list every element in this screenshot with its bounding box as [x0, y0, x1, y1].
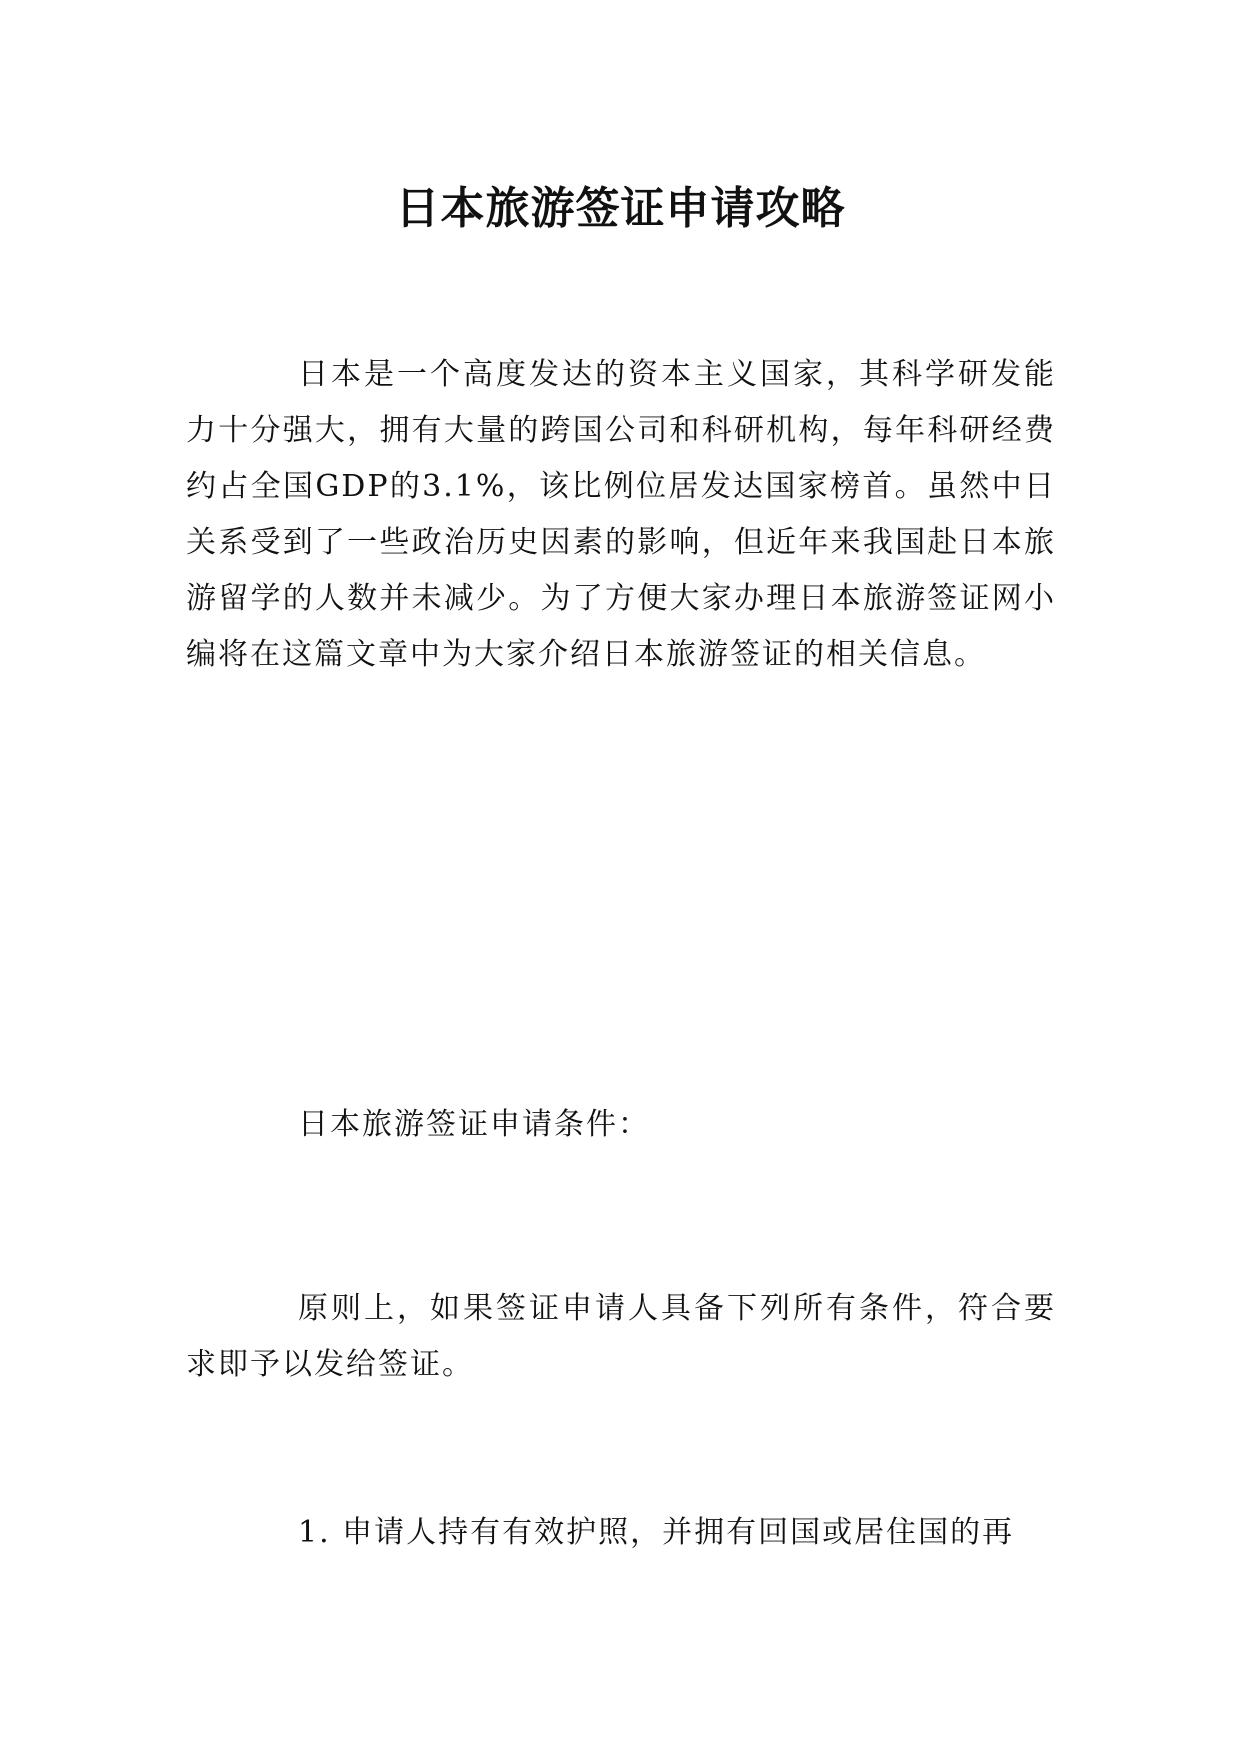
condition-item-1: 1. 申请人持有有效护照，并拥有回国或居住国的再 [298, 1515, 1015, 1550]
conditions-heading: 日本旅游签证申请条件： [298, 1107, 650, 1142]
intro-paragraph: 日本是一个高度发达的资本主义国家，其科学研发能力十分强大，拥有大量的跨国公司和科研机构，每年科研经费约占全国GDP的3.1%，该比例位居发达国家榜首。虽然中日关系受到了一些政治历史因素的影响，但近年来我国赴日本旅游留学的人数并未减少。为了方便大家办理日本旅游签证网小编将在这篇文章中为大家介绍日本旅游签证的相关信息。 [186, 357, 1056, 672]
document-title: 日本旅游签证申请攻略 [395, 183, 846, 235]
principle-paragraph: 原则上，如果签证申请人具备下列所有条件，符合要求即予以发给签证。 [186, 1291, 1056, 1382]
